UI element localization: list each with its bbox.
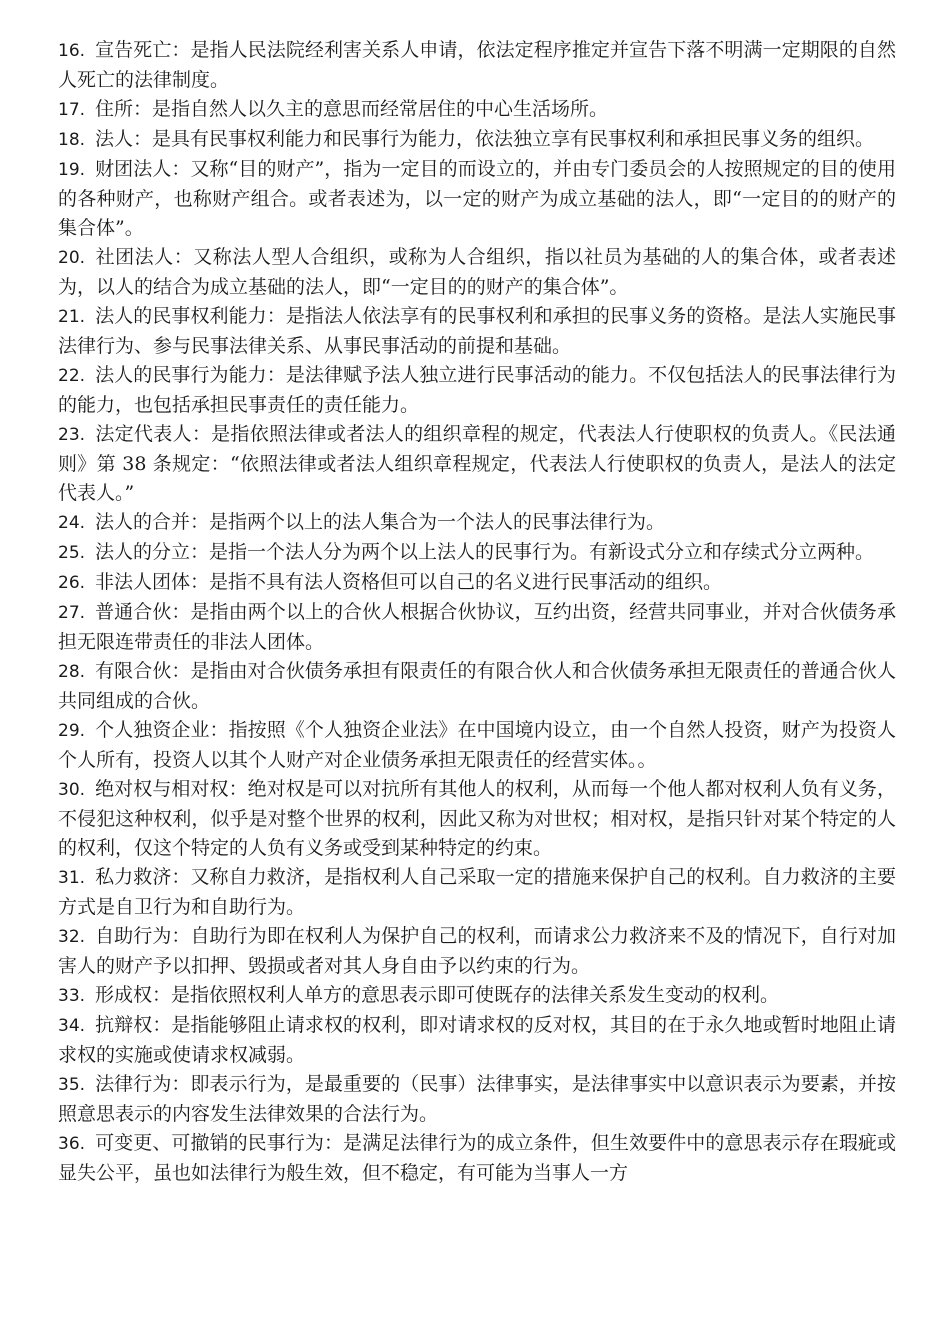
- entry-text: 财团法人：又称“目的财产”，指为一定目的而设立的，并由专门委员会的人按照规定的目的使用的各种财产，也称财产组合。或者表述为，以一定的财产为成立基础的法人，即“一定目的的财产的集合体”。: [58, 158, 896, 239]
- entry-number: 33.: [58, 986, 86, 1006]
- entry-text: 社团法人：又称法人型人合组织，或称为人合组织，指以社员为基础的人的集合体，或者表述为，以人的结合为成立基础的法人，即“一定目的的财产的集合体”。: [58, 246, 896, 298]
- entry-text: 绝对权与相对权：绝对权是可以对抗所有其他人的权利，从而每一个他人都对权利人负有义务，不侵犯这种权利，似乎是对整个世界的权利，因此又称为对世权；相对权，是指只针对某个特定的人的权利，仅这个特定的人负有义务或受到某种特定的约束。: [58, 778, 896, 859]
- entry-33: [58, 981, 896, 1011]
- entry-number: 32.: [58, 927, 86, 947]
- entry-number: 18.: [58, 130, 86, 150]
- entry-text: 抗辩权：是指能够阻止请求权的权利，即对请求权的反对权，其目的在于永久地或暂时地阻止请求权的实施或使请求权减弱。: [58, 1014, 896, 1066]
- document-page: [58, 36, 896, 1188]
- entry-number: 22.: [58, 366, 86, 386]
- entry-number: 29.: [58, 721, 86, 741]
- entry-text: 普通合伙：是指由两个以上的合伙人根据合伙协议，互约出资，经营共同事业，并对合伙债务承担无限连带责任的非法人团体。: [58, 601, 896, 653]
- entry-text: 个人独资企业：指按照《个人独资企业法》在中国境内设立，由一个自然人投资，财产为投资人个人所有，投资人以其个人财产对企业债务承担无限责任的经营实体。。: [58, 719, 896, 771]
- entry-number: 16.: [58, 41, 86, 61]
- entry-22: [58, 361, 896, 420]
- entry-21: [58, 302, 896, 361]
- entry-number: 36.: [58, 1134, 86, 1154]
- entry-text: 法律行为：即表示行为，是最重要的（民事）法律事实，是法律事实中以意识表示为要素，并按照意思表示的内容发生法律效果的合法行为。: [58, 1073, 896, 1125]
- entry-26: [58, 568, 896, 598]
- entry-23: [58, 420, 896, 508]
- entry-36: [58, 1129, 896, 1188]
- entry-text: 法定代表人：是指依照法律或者法人的组织章程的规定，代表法人行使职权的负责人。《民法通则》第 38 条规定：“依照法律或者法人组织章程规定，代表法人行使职权的负责人，是法人的法定代表人。”: [58, 423, 896, 504]
- entry-number: 20.: [58, 248, 86, 268]
- entry-text: 形成权：是指依照权利人单方的意思表示即可使既存的法律关系发生变动的权利。: [95, 984, 780, 1006]
- entry-text: 住所：是指自然人以久主的意思而经常居住的中心生活场所。: [95, 98, 609, 120]
- entry-number: 34.: [58, 1016, 86, 1036]
- entry-16: [58, 36, 896, 95]
- entry-17: [58, 95, 896, 125]
- entry-28: [58, 657, 896, 716]
- entry-19: [58, 155, 896, 243]
- entry-text: 法人：是具有民事权利能力和民事行为能力，依法独立享有民事权利和承担民事义务的组织。: [95, 128, 875, 150]
- entry-text: 可变更、可撤销的民事行为：是满足法律行为的成立条件，但生效要件中的意思表示存在瑕疵或显失公平，虽也如法律行为般生效，但不稳定，有可能为当事人一方: [58, 1132, 896, 1184]
- entry-number: 27.: [58, 603, 86, 623]
- entry-18: [58, 125, 896, 155]
- entry-number: 25.: [58, 543, 86, 563]
- entry-number: 28.: [58, 662, 86, 682]
- entry-29: [58, 716, 896, 775]
- entry-text: 非法人团体：是指不具有法人资格但可以自己的名义进行民事活动的组织。: [95, 571, 723, 593]
- entry-number: 23.: [58, 425, 86, 445]
- entry-number: 30.: [58, 780, 86, 800]
- entry-text: 宣告死亡：是指人民法院经利害关系人申请，依法定程序推定并宣告下落不明满一定期限的自然人死亡的法律制度。: [58, 39, 896, 91]
- entry-text: 有限合伙：是指由对合伙债务承担有限责任的有限合伙人和合伙债务承担无限责任的普通合伙人共同组成的合伙。: [58, 660, 896, 712]
- entry-number: 19.: [58, 160, 86, 180]
- entry-text: 法人的分立：是指一个法人分为两个以上法人的民事行为。有新设式分立和存续式分立两种。: [95, 541, 875, 563]
- entry-25: [58, 538, 896, 568]
- entry-number: 26.: [58, 573, 86, 593]
- entry-number: 31.: [58, 868, 86, 888]
- entry-number: 21.: [58, 307, 86, 327]
- entry-27: [58, 598, 896, 657]
- entry-31: [58, 863, 896, 922]
- entry-number: 24.: [58, 513, 86, 533]
- entry-text: 法人的民事权利能力：是指法人依法享有的民事权利和承担的民事义务的资格。是法人实施民事法律行为、参与民事法律关系、从事民事活动的前提和基础。: [58, 305, 896, 357]
- entry-35: [58, 1070, 896, 1129]
- entry-20: [58, 243, 896, 302]
- entry-24: [58, 508, 896, 538]
- entry-34: [58, 1011, 896, 1070]
- entry-text: 法人的合并：是指两个以上的法人集合为一个法人的民事法律行为。: [95, 511, 666, 533]
- entry-30: [58, 775, 896, 863]
- entry-text: 法人的民事行为能力：是法律赋予法人独立进行民事活动的能力。不仅包括法人的民事法律行为的能力，也包括承担民事责任的责任能力。: [58, 364, 896, 416]
- entry-number: 17.: [58, 100, 86, 120]
- entry-number: 35.: [58, 1075, 86, 1095]
- entry-32: [58, 922, 896, 981]
- entry-text: 自助行为：自助行为即在权利人为保护自己的权利，而请求公力救济来不及的情况下，自行对加害人的财产予以扣押、毁损或者对其人身自由予以约束的行为。: [58, 925, 896, 977]
- entry-text: 私力救济：又称自力救济，是指权利人自己采取一定的措施来保护自己的权利。自力救济的主要方式是自卫行为和自助行为。: [58, 866, 896, 918]
